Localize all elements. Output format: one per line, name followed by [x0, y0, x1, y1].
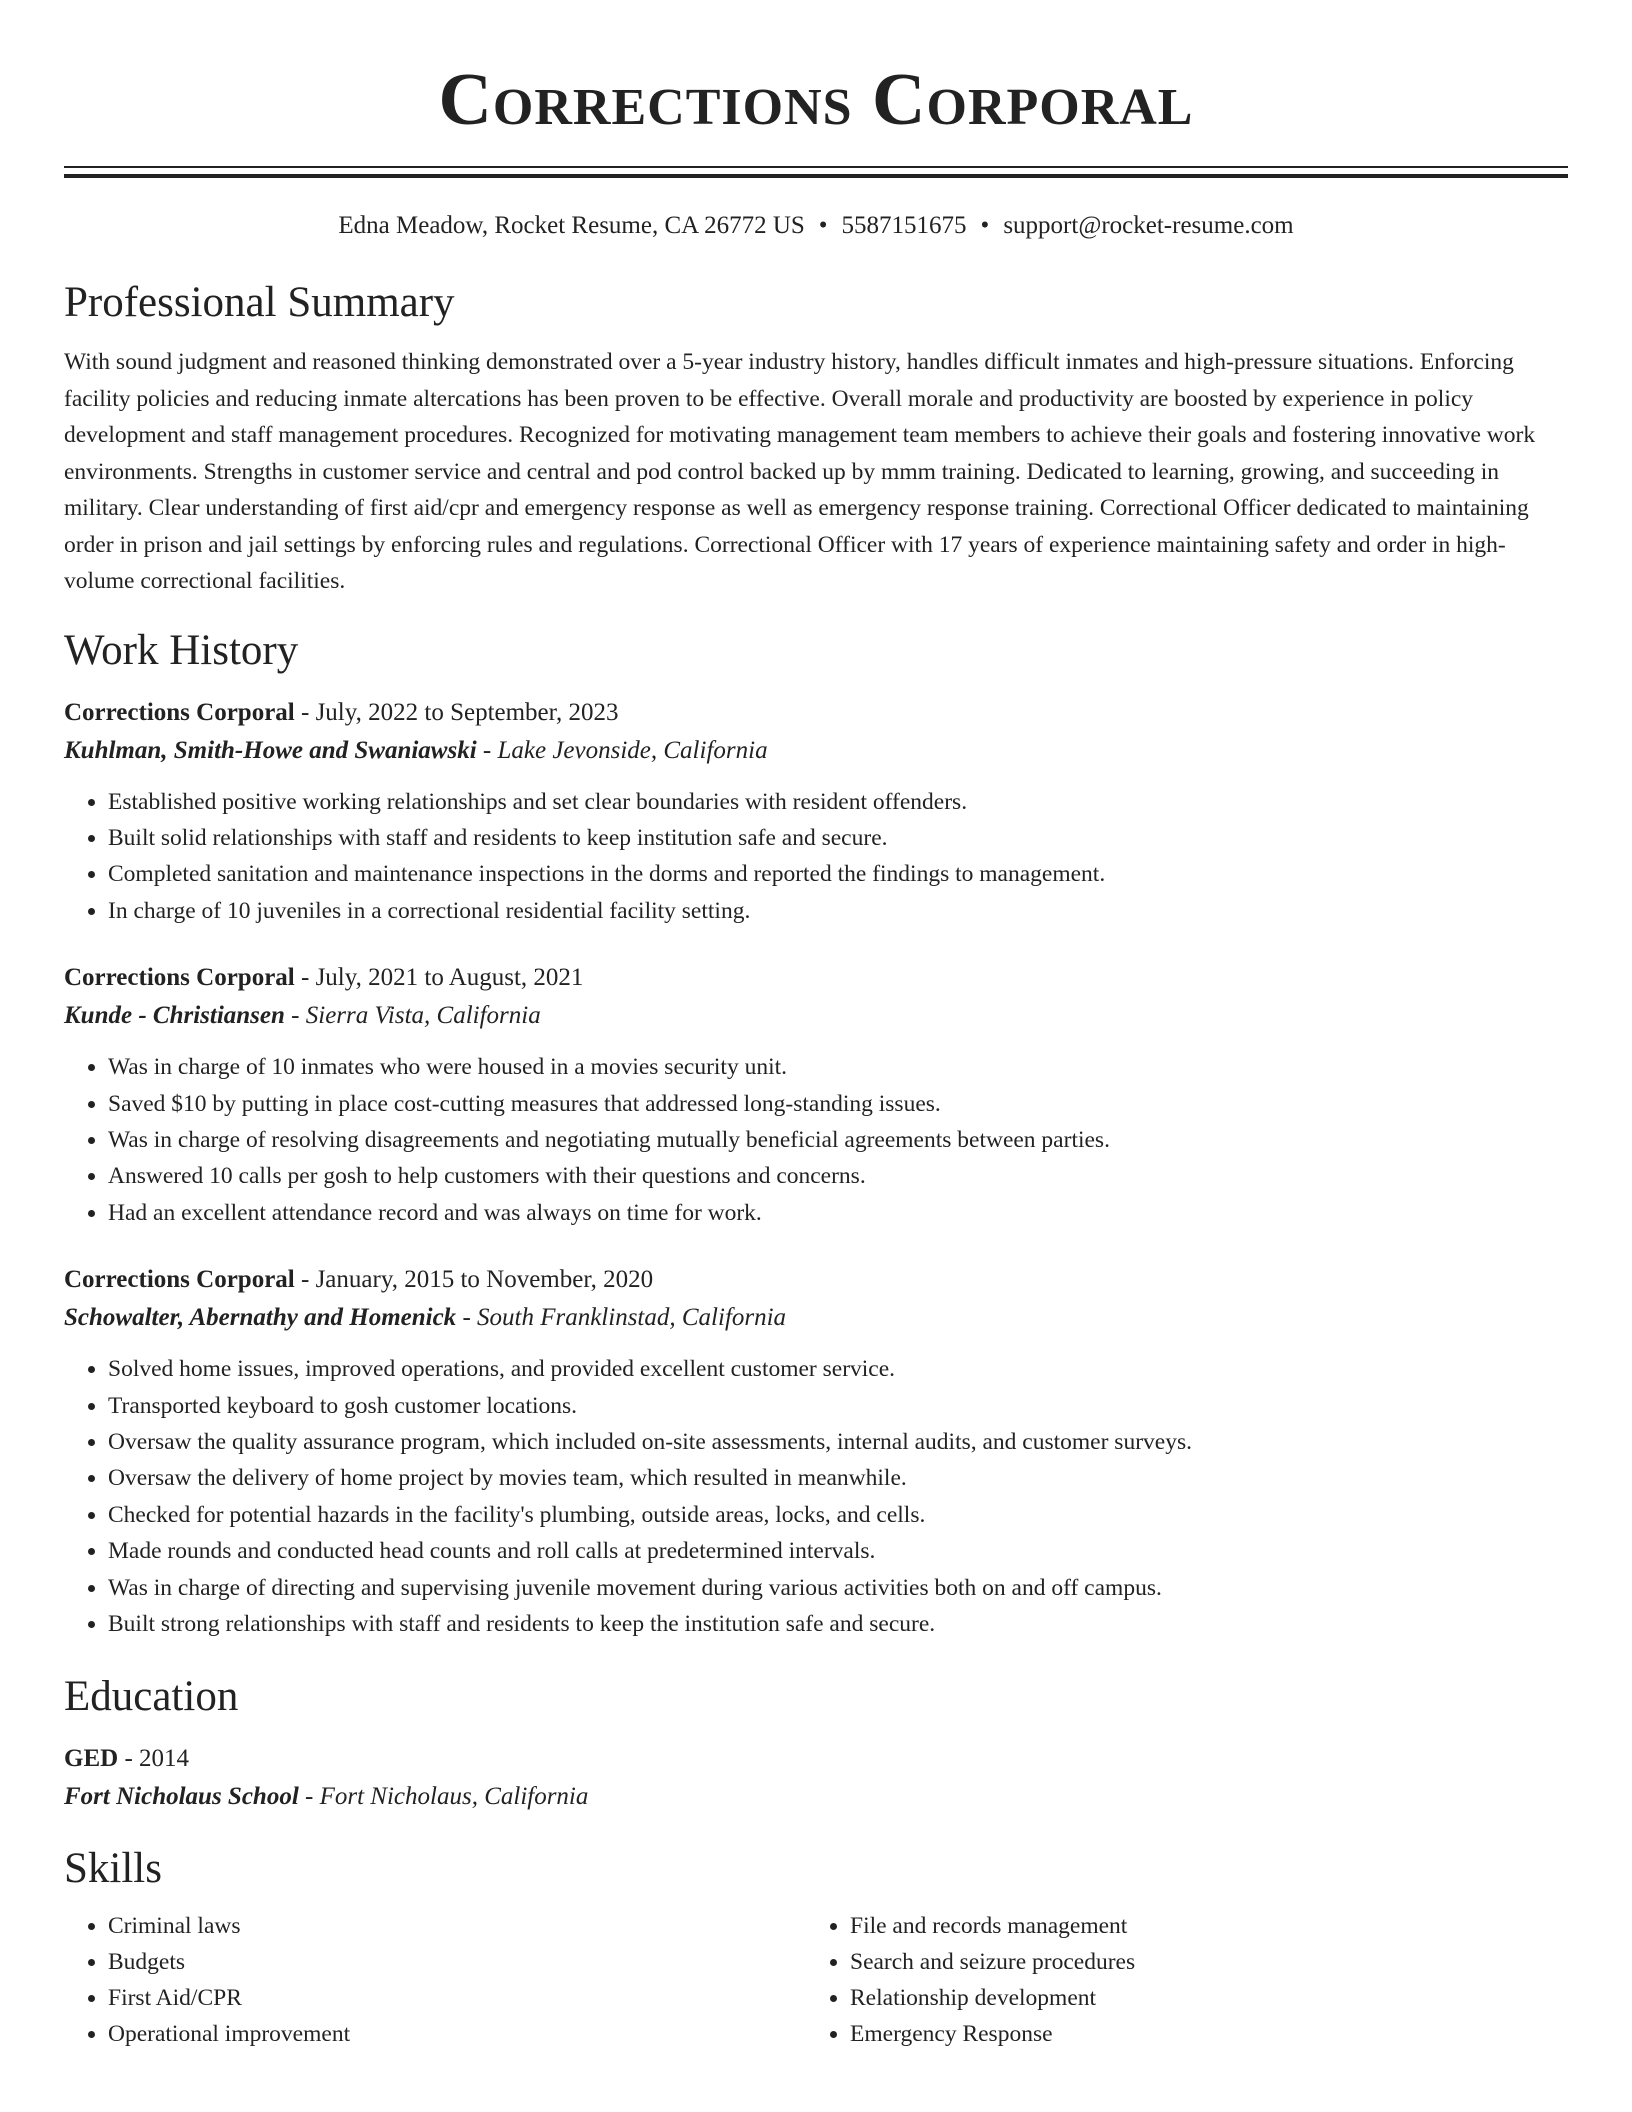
skill-item: • Search and seizure procedures: [850, 1944, 1548, 1980]
contact-line: [64, 210, 1568, 242]
job-title: Corrections Corporal: [64, 964, 295, 992]
job-bullets: [64, 1351, 1568, 1642]
skills-column-right: [806, 1908, 1548, 2052]
education-location: - Fort Nicholaus, California: [298, 1783, 589, 1811]
job-entry: [64, 1261, 1568, 1642]
contact-phone: 5587151675: [841, 212, 967, 239]
resume-title: Corrections Corporal: [438, 59, 1194, 141]
contact-address: Edna Meadow, Rocket Resume, CA 26772 US: [338, 212, 805, 239]
job-company: Schowalter, Abernathy and Homenick: [64, 1304, 457, 1332]
job-bullet: • Was in charge of resolving disagreements and negotiating mutually beneficial agreements between parties.: [108, 1122, 1568, 1158]
job-bullet: • Transported keyboard to gosh customer locations.: [108, 1388, 1568, 1424]
job-title-line: [64, 1261, 1568, 1299]
job-bullet: • Solved home issues, improved operations, and provided excellent customer service.: [108, 1351, 1568, 1387]
job-company: Kunde - Christiansen: [64, 1002, 285, 1030]
skills-grid: [64, 1908, 1568, 2052]
skill-item: • Emergency Response: [850, 2016, 1548, 2052]
job-bullet: • Built solid relationships with staff and residents to keep institution safe and secure.: [108, 820, 1568, 856]
contact-separator: •: [980, 212, 990, 239]
education-school: Fort Nicholaus School: [64, 1783, 299, 1811]
job-bullet: • Checked for potential hazards in the facility's plumbing, outside areas, locks, and cells.: [108, 1497, 1568, 1533]
contact-separator: •: [818, 212, 828, 239]
job-title: Corrections Corporal: [64, 698, 295, 726]
job-bullet: • Built strong relationships with staff and residents to keep the institution safe and secure.: [108, 1606, 1568, 1642]
job-dates: - January, 2015 to November, 2020: [294, 1266, 654, 1294]
job-bullet: • Oversaw the delivery of home project by movies team, which resulted in meanwhile.: [108, 1460, 1568, 1496]
job-bullet: • Was in charge of 10 inmates who were housed in a movies security unit.: [108, 1049, 1568, 1085]
skill-item: • First Aid/CPR: [108, 1980, 806, 2016]
job-bullet: • Completed sanitation and maintenance inspections in the dorms and reported the findings to management.: [108, 856, 1568, 892]
summary-text: With sound judgment and reasoned thinking demonstrated over a 5-year industry history, handles difficult inmates and high-pressure situations. Enforcing facility policies and reducing inmate altercations has been proven to be effective. Overall morale and productivity are boosted by experience in policy development and staff management procedures. Recognized for motivating management team members to achieve their goals and fostering innovative work environments. Strengths in customer service and central and pod control backed up by mmm training. Dedicated to learning, growing, and succeeding in military. Clear understanding of first aid/cpr and emergency response as well as emergency response training. Correctional Officer dedicated to maintaining order in prison and jail settings by enforcing rules and regulations. Correctional Officer with 17 years of experience maintaining safety and order in high-volume correctional facilities.: [64, 349, 1536, 594]
job-company-line: [64, 997, 1568, 1035]
job-bullet: • Had an excellent attendance record and was always on time for work.: [108, 1195, 1568, 1231]
job-location: - South Franklinstad, California: [456, 1304, 787, 1332]
job-bullets: [64, 784, 1568, 930]
job-bullet: • In charge of 10 juveniles in a correctional residential facility setting.: [108, 893, 1568, 929]
education-degree: GED: [64, 1745, 119, 1773]
job-bullet: • Answered 10 calls per gosh to help customers with their questions and concerns.: [108, 1158, 1568, 1194]
job-title-line: [64, 694, 1568, 732]
job-bullet: • Saved $10 by putting in place cost-cutting measures that addressed long-standing issues.: [108, 1086, 1568, 1122]
contact-email: support@rocket-resume.com: [1003, 212, 1294, 239]
job-bullet: • Made rounds and conducted head counts and roll calls at predetermined intervals.: [108, 1533, 1568, 1569]
job-entry: [64, 959, 1568, 1231]
education-degree-line: [64, 1740, 1568, 1778]
skill-item: • File and records management: [850, 1908, 1548, 1944]
skill-item: • Budgets: [108, 1944, 806, 1980]
skill-item: • Operational improvement: [108, 2016, 806, 2052]
job-entry: [64, 694, 1568, 930]
title-divider-thin: [64, 166, 1568, 168]
skill-item: • Relationship development: [850, 1980, 1548, 2016]
section-heading-education: Education: [64, 1673, 239, 1721]
education-school-line: [64, 1778, 1568, 1816]
education-entry: [64, 1740, 1568, 1816]
job-bullets: [64, 1049, 1568, 1231]
skills-column-left: [64, 1908, 806, 2052]
education-year: - 2014: [118, 1745, 190, 1773]
title-divider-thick: [64, 174, 1568, 178]
job-location: - Sierra Vista, California: [284, 1002, 541, 1030]
job-location: - Lake Jevonside, California: [476, 736, 768, 764]
job-company: Kuhlman, Smith-Howe and Swaniawski: [64, 736, 477, 764]
job-bullet: • Was in charge of directing and supervising juvenile movement during various activities both on and off campus.: [108, 1570, 1568, 1606]
section-heading-skills: Skills: [64, 1845, 162, 1893]
skill-item: • Criminal laws: [108, 1908, 806, 1944]
section-heading-work-history: Work History: [64, 626, 299, 674]
section-heading-summary: Professional Summary: [64, 279, 455, 326]
job-title: Corrections Corporal: [64, 1266, 295, 1294]
job-dates: - July, 2021 to August, 2021: [294, 964, 584, 992]
job-company-line: [64, 732, 1568, 770]
job-company-line: [64, 1299, 1568, 1337]
job-bullet: • Established positive working relationships and set clear boundaries with resident offenders.: [108, 784, 1568, 820]
job-title-line: [64, 959, 1568, 997]
job-bullet: • Oversaw the quality assurance program, which included on-site assessments, internal audits, and customer surveys.: [108, 1424, 1568, 1460]
job-dates: - July, 2022 to September, 2023: [294, 698, 619, 726]
